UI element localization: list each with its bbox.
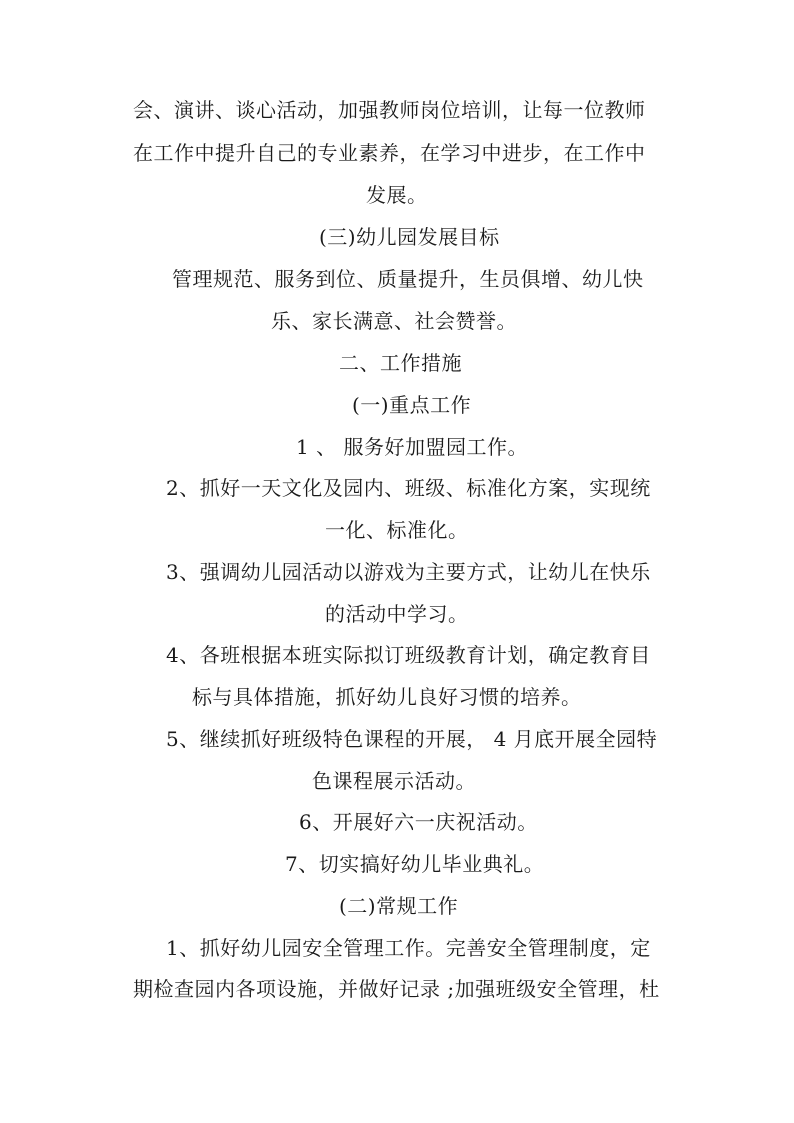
section-heading-key-work: (一)重点工作: [352, 393, 472, 417]
text-line-5: 管理规范、服务到位、质量提升，生员俱增、幼儿快: [172, 267, 644, 291]
text-line-12: 3、强调幼儿园活动以游戏为主要方式，让幼儿在快乐: [166, 560, 651, 584]
text-line-11: 一化、标准化。: [325, 518, 469, 542]
text-line-6: 乐、家长满意、社会赞誉。: [271, 309, 517, 333]
section-heading-3: (三)幼儿园发展目标: [319, 225, 500, 249]
text-line-1: 会、演讲、谈心活动，加强教师岗位培训，让每一位教师: [133, 98, 646, 122]
text-line-22: 期检查园内各项设施，并做好记录 ;加强班级安全管理，杜: [133, 977, 660, 1001]
text-line-17: 色课程展示活动。: [312, 769, 476, 793]
text-line-2: 在工作中提升自己的专业素养，在学习中进步，在工作中: [133, 141, 646, 165]
text-line-13: 的活动中学习。: [325, 602, 469, 626]
text-line-21: 1、抓好幼儿园安全管理工作。完善安全管理制度，定: [166, 936, 651, 960]
text-line-3: 发展。: [366, 183, 428, 207]
text-line-15: 标与具体措施，抓好幼儿良好习惯的培养。: [192, 685, 582, 709]
text-line-9: 1 、 服务好加盟园工作。: [296, 435, 528, 459]
section-heading-work-measures: 二、工作措施: [339, 351, 462, 375]
text-line-19: 7、切实搞好幼儿毕业典礼。: [285, 852, 545, 876]
text-line-10: 2、抓好一天文化及园内、班级、标准化方案，实现统: [166, 476, 651, 500]
text-line-16: 5、继续抓好班级特色课程的开展， 4 月底开展全园特: [166, 727, 658, 751]
text-line-14: 4、各班根据本班实际拟订班级教育计划，确定教育目: [166, 643, 651, 667]
text-line-18: 6、开展好六一庆祝活动。: [299, 810, 538, 834]
section-heading-routine-work: (二)常规工作: [339, 894, 459, 918]
